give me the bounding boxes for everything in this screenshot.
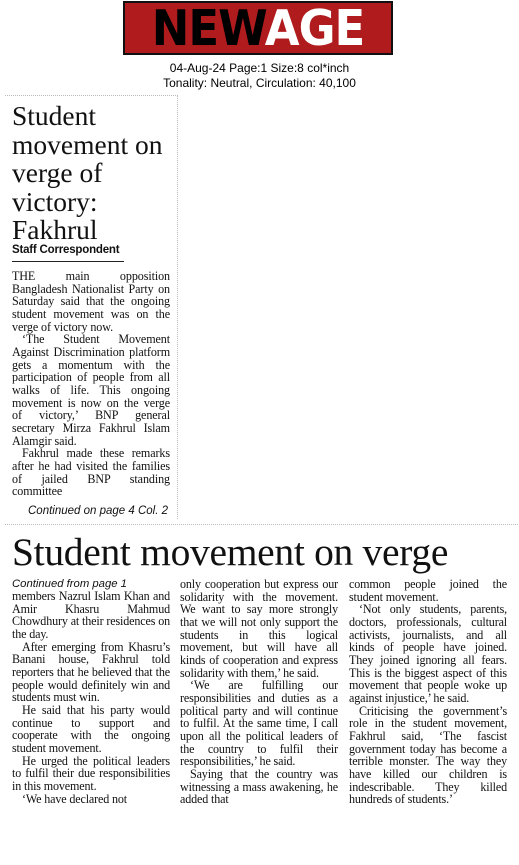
clipping-meta-line1: 04-Aug-24 Page:1 Size:8 col*inch	[169, 61, 350, 75]
article-column-1	[12, 590, 170, 805]
paragraph: ‘We have declared not	[22, 791, 127, 806]
paragraph: THE main opposition Bangladesh Nationalist Party on Saturday said that the ongoing student movement was on the verge of victory now.	[12, 269, 170, 334]
logo-part-age: AGE	[264, 0, 365, 57]
paragraph: ‘The Student Movement Against Discrimination platform gets a momentum with the participation of people from all walks of life. This ongoing movement is now on the verge of victory,’ BNP general secretary Mirza Fakhrul Islam Alamgir said.	[12, 332, 170, 448]
article-column-2	[180, 578, 338, 806]
continued-on-note: Continued on page 4 Col. 2	[28, 505, 169, 517]
clipping-divider	[5, 524, 518, 525]
article-body-page1	[12, 270, 170, 498]
paragraph: Criticising the government’s role in the student movement, Fakhrul said, ‘The fascist government today has become a terrible monster. The way they have killed our children is indescribable. They killed hundreds of students.’	[349, 703, 507, 807]
byline-rule	[12, 261, 124, 262]
logo-part-new: NEW	[151, 0, 265, 57]
paragraph: After emerging from Khasru’s Banani house, Fakhrul told reporters that he believed that the people would definitely win and students must win.	[12, 639, 170, 705]
paragraph: ‘We are fulfilling our responsibilities and duties as a political party and will continue to fulfil. At the same time, I call upon all the political leaders of the country to fulfil their responsibilities,’ he said.	[180, 678, 338, 769]
paragraph: only cooperation but express our solidarity with the movement. We want to say more strongly that we will not only support the students in this logical movement, but will have all kinds of cooperation and express solidarity with them,’ he said.	[180, 577, 338, 680]
paragraph: common people joined the student movement.	[349, 577, 507, 604]
article-headline: Student movement on verge of victory: Fakhrul	[12, 100, 163, 245]
logo-text	[151, 0, 365, 57]
paragraph: Saying that the country was witnessing a mass awakening, he added that	[180, 766, 338, 807]
paragraph: members Nazrul Islam Khan and Amir Khasru Mahmud Chowdhury at their residences on the day.	[12, 589, 170, 641]
paragraph: ‘Not only students, parents, doctors, professionals, cultural activists, journalists, and all kinds of people have joined. They joined ignoring all fears. This is the biggest aspect of this movement that people woke up against injustice,’ he said.	[349, 602, 507, 705]
newspaper-logo	[123, 1, 393, 55]
article-column-3	[349, 578, 507, 806]
paragraph: He said that his party would continue to support and cooperate with the ongoing student movement.	[12, 702, 170, 755]
paragraph: Fakhrul made these remarks after he had visited the families of jailed BNP standing committee	[12, 446, 170, 499]
continuation-headline: Student movement on verge	[12, 530, 449, 574]
continued-from-note: Continued from page 1	[12, 578, 127, 590]
paragraph: He urged the political leaders to fulfil their due responsibilities in this movement.	[12, 753, 170, 793]
byline: Staff Correspondent	[12, 244, 120, 256]
clipping-meta-line2: Tonality: Neutral, Circulation: 40,100	[163, 76, 356, 90]
